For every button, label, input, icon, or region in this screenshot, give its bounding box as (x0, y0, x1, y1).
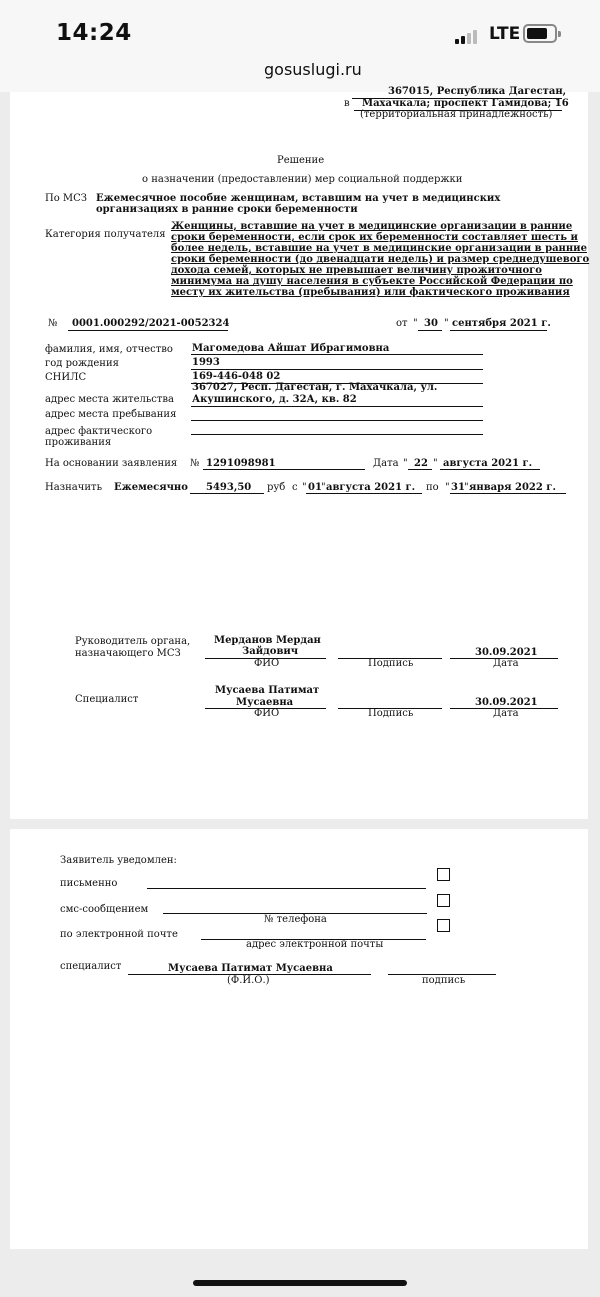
payment-to-month-year: января 2022 г. (469, 482, 556, 493)
address-bar[interactable] (246, 60, 362, 79)
head-name: Зайдович (242, 646, 299, 657)
phone-caption: № телефона (264, 914, 327, 925)
actual-label: проживания (45, 437, 112, 448)
fio-caption: ФИО (254, 708, 280, 719)
date-from-label: от (396, 318, 408, 329)
clock: 14:24 (56, 20, 132, 46)
payment-from-day: 01 (308, 482, 322, 493)
email-caption: адрес электронной почты (246, 939, 384, 950)
birth-label: год рождения (45, 358, 119, 369)
payment-frequency: Ежемесячно (114, 482, 188, 493)
specialist-name: Мусаева Патимат (215, 685, 320, 696)
url-text: gosuslugi.ru (264, 60, 362, 79)
written-checkbox[interactable] (437, 868, 450, 881)
category-line: минимума на душу населения в субъекте Российской Федерации по (171, 276, 573, 287)
specialist-name: Мусаевна (236, 697, 294, 708)
category-line: Женщины, вставшие на учет в медицинские организации в ранние (171, 221, 573, 232)
sms-label: смс-сообщением (60, 904, 149, 915)
fio-label: фамилия, имя, отчество (45, 344, 173, 355)
msz-label: По МСЗ (45, 193, 88, 204)
category-line: месту их жительства (пребывания) или фактического проживания (171, 287, 570, 298)
network-type: LTE (489, 24, 521, 44)
head-label: назначающего МСЗ (75, 648, 181, 659)
category-label: Категория получателя (45, 229, 166, 240)
head-name: Мерданов Мердан (214, 635, 321, 646)
decision-subtitle: о назначении (предоставлении) мер социальной поддержки (142, 174, 463, 185)
birth-value: 1993 (192, 357, 220, 368)
header-address-prefix: в (344, 98, 350, 109)
specialist-label: Специалист (75, 694, 139, 705)
head-date: 30.09.2021 (475, 647, 538, 658)
payment-currency: руб (267, 482, 286, 493)
status-bar (0, 0, 600, 92)
notification-title: Заявитель уведомлен: (60, 855, 177, 866)
date-caption: Дата (493, 708, 519, 719)
specialist-label: специалист (60, 961, 122, 972)
category-line: более недель, вставшие на учет в медицинские организации в ранние (171, 243, 587, 254)
cellular-signal-icon (455, 28, 483, 44)
signature-caption: подпись (422, 975, 466, 986)
specialist-name: Мусаева Патимат Мусаевна (168, 963, 333, 974)
header-address-line1: 367015, Республика Дагестан, (388, 86, 567, 97)
email-label: по электронной почте (60, 929, 178, 940)
msz-line1: Ежемесячное пособие женщинам, вставшим на учет в медицинских (96, 193, 501, 204)
battery-icon (523, 24, 557, 43)
application-number-label: № (190, 458, 200, 469)
residence-label: адрес места жительства (45, 394, 175, 405)
category-line: сроки беременности, если срок их беременности составляет шесть и (171, 232, 578, 243)
sms-checkbox[interactable] (437, 894, 450, 907)
basis-label: На основании заявления (45, 458, 178, 469)
application-day: 22 (414, 458, 428, 469)
document-page-2 (10, 829, 588, 1249)
fio-caption: (Ф.И.О.) (227, 975, 270, 986)
snils-value: 169-446-048 02 (192, 371, 281, 382)
residence-line1: 367027, Респ. Дагестан, г. Махачкала, ул. (192, 382, 438, 393)
category-line: дохода семей, которых не превышает величину прожиточного (171, 265, 542, 276)
date-caption: Дата (493, 658, 519, 669)
header-address-line2: Махачкала; проспект Гамидова; 16 (362, 98, 569, 109)
residence-line2: Акушинского, д. 32А, кв. 82 (192, 394, 357, 405)
fio-value: Магомедова Айшат Ибрагимовна (192, 343, 390, 354)
application-number: 1291098981 (206, 458, 276, 469)
sign-caption: Подпись (368, 708, 414, 719)
payment-amount: 5493,50 (206, 482, 252, 493)
payment-to-label: по (426, 482, 439, 493)
document-page-1: 367015, Республика Дагестан, в Махачкала; проспект Гамидова; 16 (территориальная принадлежность) Решение о назначении (предоставлении) мер социальной поддержки По МСЗ Ежемесячное пособие женщинам, вставшим на учет в медицинских организациях в ранние сроки беременности Категория получателя Женщины, вставшие на учет в медицинские организации в ранние сроки беременности, если срок их беременности составляет шесть и более недель, вставшие на учет в медицинские организации в ранние сроки беременности (до двенадцати недель) и размер среднедушевого дохода семей, которых не превышает величину прожиточного минимума на душу населения в субъекте Российской Федерации по месту их жительства (пребывания) или фактического проживания № 0001.000292/2021-0052324 от " 30 " сентября 2021 г. фамилия, имя, отчество Магомедова Айшат Ибрагимовна год рождения 1993 СНИЛС 169-446-048 02 367027, Респ. Дагестан, г. Махачкала, ул. адрес места жительства Акушинского, д. 32А, кв. 82 адрес места пребывания адрес фактического проживания На основании заявления № 1291098981 Дата " 22 " августа 2021 г. Назначить Ежемесячно 5493,50 руб с " 01 " августа 2021 г. по " 31 " января 2022 г. Руководитель органа, назначающего МСЗ Мерданов Мердан Зайдович ФИО Подпись 30.09.2021 Дата Специалист Мусаева Патимат Мусаевна ФИО Подпись 30.09.2021 Дата (10, 92, 588, 819)
payment-from-label: с (292, 482, 298, 493)
head-label: Руководитель органа, (75, 636, 191, 647)
specialist-date: 30.09.2021 (475, 697, 538, 708)
number-label: № (48, 318, 58, 329)
decision-day: 30 (424, 318, 438, 329)
application-month-year: августа 2021 г. (443, 458, 533, 469)
decision-number: 0001.000292/2021-0052324 (72, 318, 230, 329)
category-line: сроки беременности (до двенадцати недель) и размер среднедушевого (171, 254, 590, 265)
assign-label: Назначить (45, 482, 103, 493)
payment-from-month-year: августа 2021 г. (326, 482, 416, 493)
actual-label: адрес фактического (45, 426, 153, 437)
decision-month-year: сентября 2021 г. (452, 318, 551, 329)
stay-label: адрес места пребывания (45, 409, 177, 420)
snils-label: СНИЛС (45, 372, 87, 383)
home-indicator[interactable] (193, 1280, 407, 1286)
decision-title: Решение (277, 155, 325, 166)
sign-caption: Подпись (368, 658, 414, 669)
written-label: письменно (60, 878, 118, 889)
fio-caption: ФИО (254, 658, 280, 669)
application-date-label: Дата (373, 458, 399, 469)
msz-line2: организациях в ранние сроки беременности (96, 204, 358, 215)
territorial-note: (территориальная принадлежность) (360, 109, 553, 120)
payment-to-day: 31 (451, 482, 465, 493)
email-checkbox[interactable] (437, 919, 450, 932)
